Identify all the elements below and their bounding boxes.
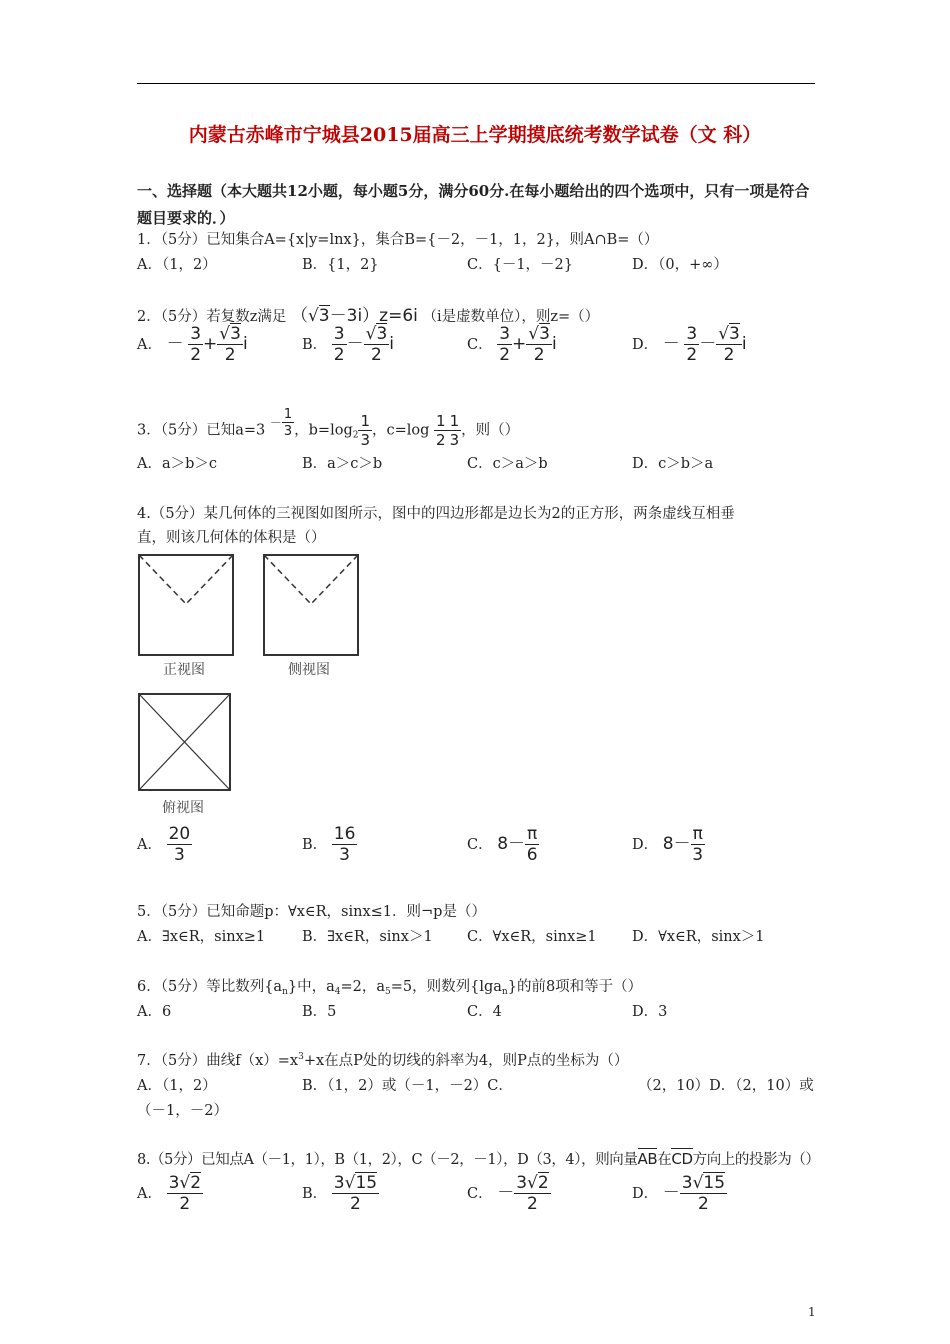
fraction: $\frac{1}{2}$ [436,411,446,449]
question-4-option-c: C． 8－ $\frac{\pi}{6}$ [467,824,538,865]
section-heading: 一、选择题（本大题共12小题，每小题5分，满分60分.在每小题给出的四个选项中，只有一项是符合题目要求的．） [137,182,810,227]
question-2-option-c: C． $\frac{3}{2}$ + $\frac{√3}{2}$ i [467,324,557,365]
question-2-option-a: A． － $\frac{3}{2}$ + $\frac{√3}{2}$ i [137,324,248,365]
header-rule [137,83,815,84]
front-view [139,555,233,655]
fraction: $\frac{3}{2}$ [333,324,345,365]
question-6-option-c: C．4 [467,1004,502,1020]
side-view [264,555,358,655]
fraction: $\frac{1}{3}$ [360,411,371,449]
fraction: $\frac{3}{2}$ [686,324,698,365]
question-8-option-d: D． － $\frac{3√15}{2}$ [632,1173,726,1214]
fraction: $\frac{3}{2}$ [190,324,202,365]
front-view-label: 正视图 [163,662,205,678]
fraction: $\frac{1}{3}$ [449,411,460,449]
question-2-option-d: D． － $\frac{3}{2}$ － $\frac{√3}{2}$ i [632,324,747,365]
question-3-option-a: A．a＞b＞c [137,456,218,472]
top-view-label: 俯视图 [162,800,204,816]
question-6-option-a: A．6 [137,1004,172,1020]
fraction: $\frac{3√2}{2}$ [516,1173,549,1214]
fraction: $\frac{3√2}{2}$ [168,1173,202,1214]
vector-cd: CD [671,1150,693,1168]
question-7-option-b: B．（1，2）或（－1，－2）C． [302,1078,513,1094]
question-6-option-d: D．3 [632,1004,668,1020]
question-3-option-b: B．a＞c＞b [302,456,383,472]
question-1-option-a: A．（1，2） [137,257,217,273]
question-4-option-b: B． $\frac{16}{3}$ [302,824,356,865]
fraction: $\frac{16}{3}$ [333,824,356,865]
question-3-option-d: D．c＞b＞a [632,456,714,472]
question-7-option-c: （2，10）D．（2，10）或 [638,1078,814,1094]
vector-ab: AB [637,1150,658,1168]
fraction: $\frac{√3}{2}$ [219,324,241,365]
question-4-line2: 直，则该几何体的体积是（） [137,530,326,546]
fraction: $\frac{3}{2}$ [499,324,511,365]
fraction: $\frac{20}{3}$ [168,824,191,865]
question-5-option-a: A．∃x∈R，sinx≥1 [137,929,266,945]
question-2-equation: （√3－3i）z=6i [290,306,418,326]
question-3-option-c: C．c＞a＞b [467,456,548,472]
exponent: － $\frac{1}{3}$ [269,407,293,439]
question-2-stem: 2．（5分）若复数z满足 （√3－3i）z=6i （i是虚数单位），则z=（） [137,306,600,326]
fraction: $\frac{\pi}{6}$ [526,824,538,865]
question-5-stem: 5．（5分）已知命题p：∀x∈R，sinx≤1．则¬p是（） [137,904,486,920]
question-4-option-d: D． 8－ $\frac{\pi}{3}$ [632,824,704,865]
question-5-option-b: B．∃x∈R，sinx＞1 [302,929,433,945]
question-1-option-b: B．{1，2} [302,257,379,273]
fraction: $\frac{√3}{2}$ [528,324,550,365]
question-4-option-a: A． $\frac{20}{3}$ [137,824,191,865]
page-title: 内蒙古赤峰市宁城县2015届高三上学期摸底统考数学试卷（文 科） [188,124,762,146]
question-8-option-a: A． $\frac{3√2}{2}$ [137,1173,202,1214]
fraction: $\frac{\pi}{3}$ [692,824,704,865]
question-5-option-c: C．∀x∈R，sinx≥1 [467,929,597,945]
question-6-option-b: B．5 [302,1004,337,1020]
top-view [139,694,230,790]
question-4-line1: 4.（5分）某几何体的三视图如图所示，图中的四边形都是边长为2的正方形，两条虚线互相垂 [137,506,735,522]
question-2-option-b: B． $\frac{3}{2}$ － $\frac{√3}{2}$ i [302,324,394,365]
question-7-stem: 7．（5分）曲线$f(x)=x^3+x$在点P处的切线的斜率为4，则P点的坐标为（） [137,1052,629,1069]
fraction: $\frac{3√15}{2}$ [681,1173,726,1214]
question-1-stem: 1．（5分）已知集合A={x|y=lnx}，集合B={－2，－1，1，2}，则A∩B=（） [137,232,659,248]
question-8-stem: 8.（5分）已知点A（－1，1），B（1，2），C（－2，－1），D（3，4），则向量AB在CD方向上的投影为（） [137,1150,820,1168]
question-8-option-c: C． － $\frac{3√2}{2}$ [467,1173,549,1214]
three-view-figure [137,553,367,818]
side-view-label: 侧视图 [288,662,330,678]
question-6-stem: 6．（5分）等比数列$\{a_n\}$中，$a_4=2$，$a_5=5$，则数列{lga$_n$}的前8项和等于（） [137,979,643,997]
question-1-option-d: D．（0，+∞） [632,257,728,273]
question-3-stem: 3．（5分）已知a=3 － $\frac{1}{3}$ ，$b=\log_2$ $\frac{1}{3}$ ，c=log $\frac{1}{2}$ $\frac{1}{3}$ ，则（） [137,407,520,449]
question-5-option-d: D．∀x∈R，sinx＞1 [632,929,765,945]
question-1-option-c: C．{－1，－2} [467,257,573,273]
fraction: $\frac{√3}{2}$ [718,324,740,365]
question-8-option-b: B． $\frac{3√15}{2}$ [302,1173,378,1214]
fraction: $\frac{3√15}{2}$ [333,1173,378,1214]
question-7-option-d-cont: （－1，－2） [137,1103,228,1119]
question-7-option-a: A．（1，2） [137,1078,217,1094]
fraction: $\frac{√3}{2}$ [365,324,388,365]
page-number: 1 [808,1305,816,1319]
